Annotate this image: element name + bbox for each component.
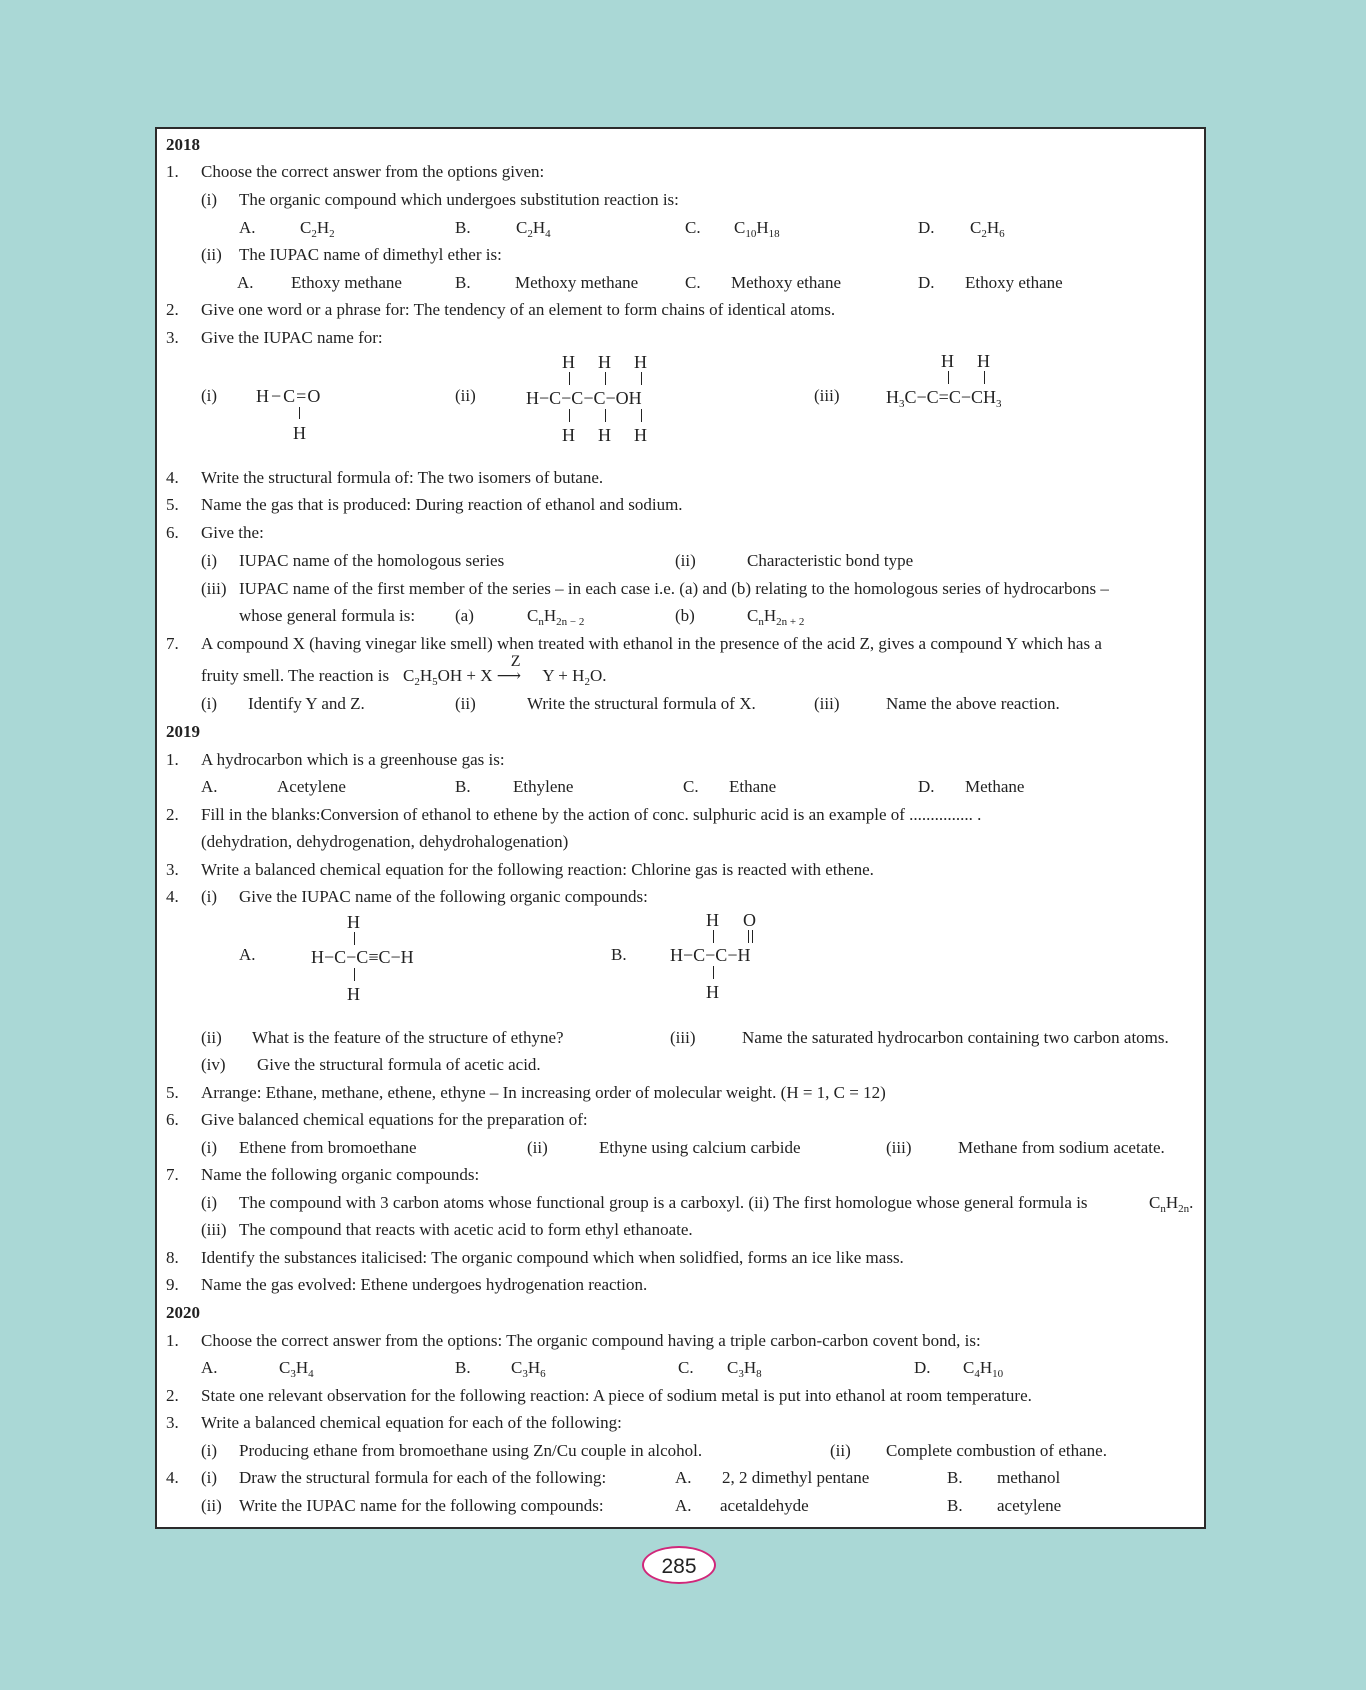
option-value: Ethoxy ethane bbox=[965, 273, 1063, 292]
question-text: Identify the substances italicised: The organic compound which when solidfied, forms an ice like mass. bbox=[201, 1248, 904, 1267]
formula: $C_{10}H_{18}$ bbox=[734, 218, 780, 240]
option-value: Ethylene bbox=[513, 777, 574, 796]
propyne-structure: H−C−C≡C−H bbox=[311, 947, 414, 967]
question-text: Give one word or a phrase for: The tendency of an element to form chains of identical atoms. bbox=[201, 300, 836, 319]
q-number: 2. bbox=[166, 300, 179, 319]
question-text: Fill in the blanks:Conversion of ethanol to ethene by the action of conc. sulphuric acid is an example of ............... . bbox=[201, 805, 982, 824]
question-text: IUPAC name of the homologous series bbox=[239, 551, 505, 570]
question-text: Ethene from bromoethane bbox=[239, 1138, 417, 1157]
sub-number: (iii) bbox=[201, 1220, 227, 1239]
year-heading-2019: 2019 bbox=[166, 722, 200, 741]
sub-number: (ii) bbox=[675, 551, 696, 570]
question-text: A hydrocarbon which is a greenhouse gas is: bbox=[201, 750, 505, 769]
propanol-structure: H−C−C−C−OH bbox=[526, 388, 642, 408]
q-number: 1. bbox=[166, 1331, 179, 1350]
formula: $C_4H_{10}$ bbox=[963, 1358, 1004, 1380]
sub-number: (ii) bbox=[455, 694, 476, 713]
option-value: Methane bbox=[965, 777, 1025, 796]
q-number: 5. bbox=[166, 495, 179, 514]
question-text: whose general formula is: bbox=[239, 606, 416, 625]
option-letter: B. bbox=[455, 1358, 471, 1377]
sub-number: (i) bbox=[201, 1193, 218, 1212]
q-number: 4. bbox=[166, 468, 179, 487]
option-value: Methoxy methane bbox=[515, 273, 639, 292]
option-letter: B. bbox=[947, 1468, 963, 1487]
year-heading-2018: 2018 bbox=[166, 135, 200, 154]
question-text: Write a balanced chemical equation for the following reaction: Chlorine gas is reacted with ethene. bbox=[201, 860, 874, 879]
question-text: Complete combustion of ethane. bbox=[886, 1441, 1107, 1460]
sub-number: (ii) bbox=[830, 1441, 851, 1460]
page-number: 285 bbox=[642, 1546, 716, 1584]
question-text: Give the structural formula of acetic acid. bbox=[257, 1055, 541, 1074]
option-letter: C. bbox=[683, 777, 699, 796]
option-letter: A. bbox=[675, 1496, 692, 1515]
q-number: 4. bbox=[166, 1468, 179, 1487]
question-text: IUPAC name of the first member of the series – in each case i.e. (a) and (b) relating to the homologous series of hydrocarbons – bbox=[239, 579, 1109, 598]
sub-number: (i) bbox=[201, 694, 218, 713]
structure-label: B. bbox=[611, 945, 627, 964]
question-text: The compound with 3 carbon atoms whose functional group is a carboxyl. (ii) The first homologue whose general formula is bbox=[239, 1193, 1088, 1212]
question-text: fruity smell. The reaction is bbox=[201, 666, 390, 685]
q-number: 2. bbox=[166, 805, 179, 824]
question-text: Write a balanced chemical equation for each of the following: bbox=[201, 1413, 622, 1432]
question-text: The IUPAC name of dimethyl ether is: bbox=[239, 245, 502, 264]
formula: $C_3H_8$ bbox=[727, 1358, 762, 1380]
option-value: Methoxy ethane bbox=[731, 273, 841, 292]
sub-number: (iii) bbox=[670, 1028, 696, 1047]
sub-number: (iii) bbox=[201, 579, 227, 598]
sub-number: (i) bbox=[201, 190, 218, 209]
option-letter: C. bbox=[685, 273, 701, 292]
question-text: Name the following organic compounds: bbox=[201, 1165, 480, 1184]
sub-number: (i) bbox=[201, 1441, 218, 1460]
option-value: methanol bbox=[997, 1468, 1061, 1487]
option-value: 2, 2 dimethyl pentane bbox=[722, 1468, 870, 1487]
q-number: 8. bbox=[166, 1248, 179, 1267]
question-text: Choose the correct answer from the options given: bbox=[201, 162, 545, 181]
option-letter: B. bbox=[455, 273, 471, 292]
question-text: Draw the structural formula for each of the following: bbox=[239, 1468, 607, 1487]
sub-number: (iv) bbox=[201, 1055, 226, 1074]
sub-number: (ii) bbox=[201, 1496, 222, 1515]
q-number: 3. bbox=[166, 328, 179, 347]
q-number: 3. bbox=[166, 1413, 179, 1432]
option-letter: C. bbox=[678, 1358, 694, 1377]
question-text: (dehydration, dehydrogenation, dehydrohalogenation) bbox=[201, 832, 569, 851]
question-text: Give the IUPAC name for: bbox=[201, 328, 383, 347]
reaction-equation: $C_2H_5OH + X$ Z ⟶ $Y + H_2O$. bbox=[403, 653, 607, 688]
q-number: 3. bbox=[166, 860, 179, 879]
sub-number: (i) bbox=[201, 1138, 218, 1157]
option-letter: D. bbox=[918, 218, 935, 237]
sub-label: (a) bbox=[455, 606, 474, 625]
q-number: 9. bbox=[166, 1275, 179, 1294]
year-heading-2020: 2020 bbox=[166, 1303, 200, 1322]
question-text: Give the IUPAC name of the following organic compounds: bbox=[239, 887, 648, 906]
q-number: 7. bbox=[166, 1165, 179, 1184]
ethanal-structure: H−C−C−H bbox=[670, 945, 751, 965]
option-letter: A. bbox=[675, 1468, 692, 1487]
option-letter: D. bbox=[918, 777, 935, 796]
question-text: Name the saturated hydrocarbon containing two carbon atoms. bbox=[742, 1028, 1169, 1047]
q-number: 7. bbox=[166, 634, 179, 653]
option-letter: A. bbox=[201, 1358, 218, 1377]
sub-number: (ii) bbox=[201, 1028, 222, 1047]
sub-number: (i) bbox=[201, 386, 218, 405]
butene-structure: $H_3C-C=C-CH_3$ bbox=[886, 387, 1002, 410]
sub-number: (iii) bbox=[814, 386, 840, 405]
sub-number: (ii) bbox=[455, 386, 476, 405]
option-value: Ethoxy methane bbox=[291, 273, 402, 292]
formula: $C_2H_6$ bbox=[970, 218, 1005, 240]
question-text: Name the gas evolved: Ethene undergoes hydrogenation reaction. bbox=[201, 1275, 648, 1294]
formula: $C_nH_{2n}$. bbox=[1149, 1193, 1194, 1215]
q-number: 5. bbox=[166, 1083, 179, 1102]
sub-number: (ii) bbox=[527, 1138, 548, 1157]
formula: $C_2H_4$ bbox=[516, 218, 551, 240]
question-text: Write the IUPAC name for the following compounds: bbox=[239, 1496, 604, 1515]
question-text: The compound that reacts with acetic acid to form ethyl ethanoate. bbox=[239, 1220, 693, 1239]
methanal-structure: H − C=O bbox=[256, 386, 321, 406]
question-text: Methane from sodium acetate. bbox=[958, 1138, 1165, 1157]
option-letter: B. bbox=[947, 1496, 963, 1515]
sub-number: (i) bbox=[201, 887, 218, 906]
question-text: Arrange: Ethane, methane, ethene, ethyne – In increasing order of molecular weight. (H = 1, C = 12) bbox=[201, 1083, 886, 1102]
q-number: 1. bbox=[166, 162, 179, 181]
q-number: 4. bbox=[166, 887, 179, 906]
question-text: Choose the correct answer from the options: The organic compound having a triple carbon-carbon covent bond, is: bbox=[201, 1331, 981, 1350]
question-text: Write the structural formula of X. bbox=[527, 694, 756, 713]
option-letter: A. bbox=[239, 218, 256, 237]
option-value: Ethane bbox=[729, 777, 777, 796]
question-text: Write the structural formula of: The two isomers of butane. bbox=[201, 468, 604, 487]
option-letter: A. bbox=[237, 273, 254, 292]
q-number: 6. bbox=[166, 523, 179, 542]
question-text: A compound X (having vinegar like smell) when treated with ethanol in the presence of the acid Z, gives a compound Y which has a bbox=[201, 634, 1102, 653]
q-number: 1. bbox=[166, 750, 179, 769]
question-text: Name the gas that is produced: During reaction of ethanol and sodium. bbox=[201, 495, 683, 514]
structure-label: A. bbox=[239, 945, 256, 964]
sub-number: (iii) bbox=[886, 1138, 912, 1157]
formula: $C_3H_4$ bbox=[279, 1358, 314, 1380]
option-value: acetaldehyde bbox=[720, 1496, 809, 1515]
question-text: The organic compound which undergoes substitution reaction is: bbox=[239, 190, 679, 209]
sub-number: (i) bbox=[201, 551, 218, 570]
question-text: Ethyne using calcium carbide bbox=[599, 1138, 801, 1157]
question-text: What is the feature of the structure of ethyne? bbox=[252, 1028, 564, 1047]
option-letter: B. bbox=[455, 218, 471, 237]
question-text: Characteristic bond type bbox=[747, 551, 914, 570]
option-letter: A. bbox=[201, 777, 218, 796]
sub-number: (iii) bbox=[814, 694, 840, 713]
question-text: Identify Y and Z. bbox=[248, 694, 365, 713]
formula: $C_3H_6$ bbox=[511, 1358, 546, 1380]
sub-number: (i) bbox=[201, 1468, 218, 1487]
question-text: Give balanced chemical equations for the preparation of: bbox=[201, 1110, 588, 1129]
formula: $C_2H_2$ bbox=[300, 218, 335, 240]
sub-number: (ii) bbox=[201, 245, 222, 264]
option-letter: C. bbox=[685, 218, 701, 237]
question-text: State one relevant observation for the following reaction: A piece of sodium metal is put into ethanol at room temperature. bbox=[201, 1386, 1032, 1405]
option-value: Acetylene bbox=[277, 777, 346, 796]
question-text: Give the: bbox=[201, 523, 264, 542]
question-text: Producing ethane from bromoethane using Zn/Cu couple in alcohol. bbox=[239, 1441, 703, 1460]
formula: $C_nH_{2n - 2}$ bbox=[527, 606, 585, 628]
q-number: 2. bbox=[166, 1386, 179, 1405]
option-letter: D. bbox=[914, 1358, 931, 1377]
q-number: 6. bbox=[166, 1110, 179, 1129]
option-letter: B. bbox=[455, 777, 471, 796]
sub-label: (b) bbox=[675, 606, 695, 625]
option-value: acetylene bbox=[997, 1496, 1062, 1515]
option-letter: D. bbox=[918, 273, 935, 292]
formula: $C_nH_{2n + 2}$ bbox=[747, 606, 805, 628]
question-text: Name the above reaction. bbox=[886, 694, 1060, 713]
